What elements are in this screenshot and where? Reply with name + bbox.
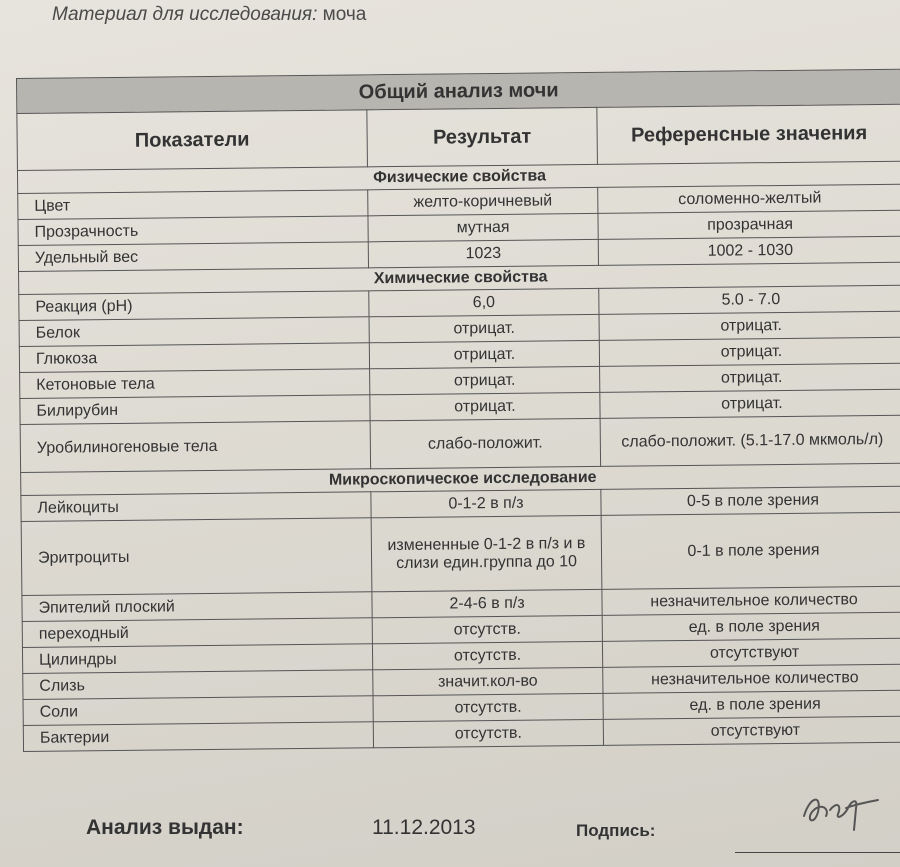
row-indicator: Белок — [19, 317, 369, 347]
row-indicator: переходный — [22, 618, 372, 648]
row-indicator: Цвет — [18, 190, 368, 220]
row-reference: отсутствуют — [603, 716, 900, 745]
row-result: отсутств. — [372, 615, 602, 643]
row-reference: 0-5 в поле зрения — [601, 486, 900, 515]
row-indicator: Прозрачность — [18, 216, 368, 246]
row-indicator: Глюкоза — [19, 343, 369, 373]
row-result: отрицат. — [370, 392, 600, 420]
row-indicator: Эритроциты — [21, 518, 372, 596]
row-reference: незначительное количество — [603, 664, 900, 693]
row-indicator: Соли — [23, 696, 373, 726]
row-indicator: Слизь — [23, 670, 373, 700]
row-result: отрицат. — [369, 340, 599, 368]
row-result: отсутств. — [373, 693, 603, 721]
material-value: моча — [322, 4, 367, 25]
section-header-microscopic: Микроскопическое исследование — [21, 463, 900, 495]
signature-label: Подпись: — [576, 821, 656, 840]
section-header-physical: Физические свойства — [17, 161, 900, 193]
row-reference: отрицат. — [599, 311, 900, 340]
column-header-reference: Референсные значения — [597, 104, 900, 164]
row-reference: отсутствуют — [602, 638, 900, 667]
row-indicator: Цилиндры — [22, 644, 372, 674]
row-reference: отрицат. — [599, 337, 900, 366]
row-reference: 5.0 - 7.0 — [599, 285, 900, 314]
column-header-result: Результат — [367, 107, 598, 166]
table-title: Общий анализ мочи — [17, 69, 900, 113]
row-result: отрицат. — [369, 314, 599, 342]
row-reference: прозрачная — [598, 210, 900, 239]
row-indicator: Уробилиногеновые тела — [20, 421, 370, 473]
row-result: отсутств. — [372, 641, 602, 669]
row-result: 6,0 — [369, 288, 599, 316]
row-reference: ед. в поле зрения — [603, 690, 900, 719]
row-result: желто-коричневый — [368, 187, 598, 215]
row-reference: слабо-положит. (5.1-17.0 мкмоль/л) — [600, 415, 900, 466]
row-indicator: Билирубин — [20, 395, 370, 425]
row-result: отрицат. — [370, 366, 600, 394]
row-indicator: Эпителий плоский — [22, 592, 372, 622]
row-reference: отрицат. — [600, 363, 900, 392]
row-reference: отрицат. — [600, 389, 900, 418]
row-indicator: Бактерии — [23, 722, 373, 752]
row-reference: соломенно-желтый — [598, 184, 900, 213]
row-result: слабо-положит. — [370, 418, 600, 468]
row-result: 1023 — [368, 239, 598, 267]
material-line — [52, 4, 366, 26]
table-row — [21, 512, 900, 595]
row-result: мутная — [368, 213, 598, 241]
row-reference: незначительное количество — [602, 586, 900, 615]
material-label: Материал для исследования: — [52, 4, 318, 25]
urinalysis-table — [16, 69, 900, 752]
row-result: измененные 0-1-2 в п/з и в слизи един.группа до 10 — [371, 515, 602, 591]
issue-date: 11.12.2013 — [372, 816, 476, 839]
row-indicator: Реакция (рН) — [19, 291, 369, 321]
issued-label: Анализ выдан: — [86, 816, 244, 839]
section-header-chemical: Химические свойства — [19, 262, 900, 294]
handwritten-signature — [796, 786, 886, 846]
row-result: 2-4-6 в п/з — [372, 589, 602, 617]
row-reference: 1002 - 1030 — [598, 236, 900, 265]
row-reference: 0-1 в поле зрения — [601, 512, 900, 589]
row-result: значит.кол-во — [373, 667, 603, 695]
row-indicator: Лейкоциты — [21, 492, 371, 522]
row-indicator: Удельный вес — [18, 242, 368, 272]
row-indicator: Кетоновые тела — [20, 369, 370, 399]
row-result: отсутств. — [373, 719, 603, 747]
signature-line — [735, 852, 900, 853]
row-result: 0-1-2 в п/з — [371, 489, 601, 517]
column-header-indicator: Показатели — [17, 110, 368, 171]
row-reference: ед. в поле зрения — [602, 612, 900, 641]
